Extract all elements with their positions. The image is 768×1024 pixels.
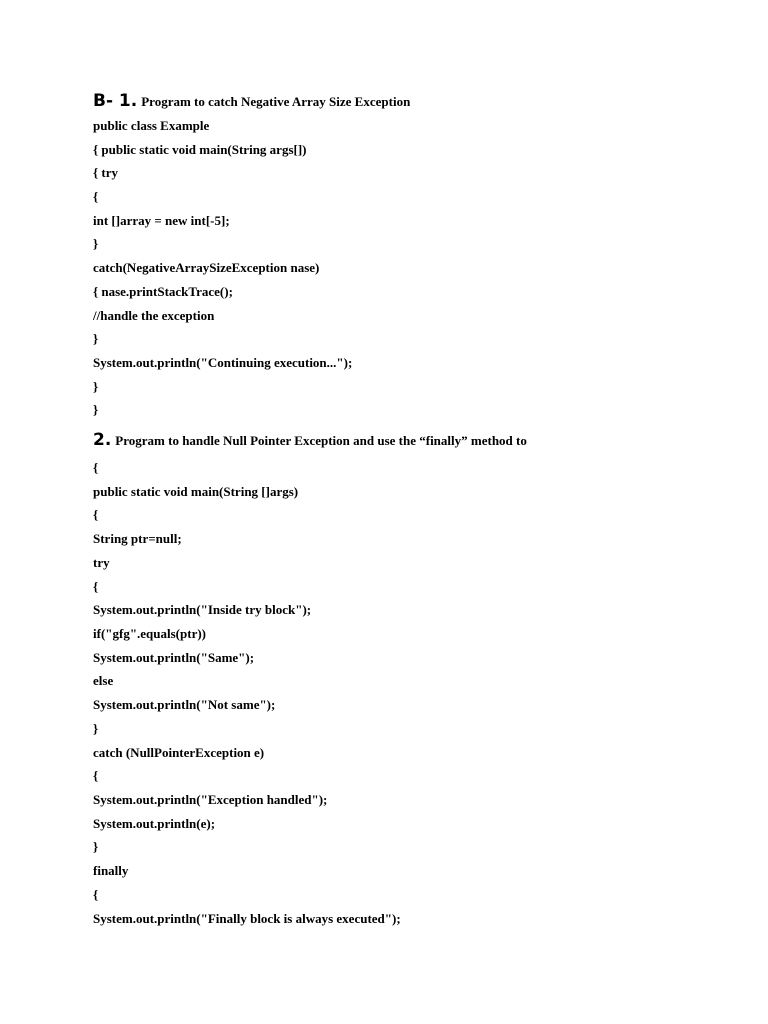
code-line: //handle the exception <box>93 307 215 323</box>
code-line: String ptr=null; <box>93 531 182 547</box>
section-1-code <box>93 114 728 422</box>
section-1-title: Program to catch Negative Array Size Exception <box>141 94 411 109</box>
code-line: public static void main(String []args) <box>93 483 299 499</box>
code-line: public class Example <box>93 118 210 133</box>
section-2-number: 2. <box>93 429 112 450</box>
code-line: { <box>93 459 99 475</box>
code-line: System.out.println("Not same"); <box>93 697 276 713</box>
section-2-heading <box>93 424 728 456</box>
code-line: } <box>93 331 99 347</box>
code-line: { <box>93 886 99 902</box>
section-1-number: B- 1. <box>93 91 138 111</box>
code-line: { <box>93 578 99 594</box>
code-line: } <box>93 402 99 418</box>
section-2-code <box>93 456 728 930</box>
code-line: { <box>93 507 99 523</box>
code-line: { <box>93 189 99 205</box>
code-line: try <box>93 554 110 570</box>
code-line: int []array = new int[-5]; <box>93 212 230 228</box>
section-2-title: Program to handle Null Pointer Exception and use the “finally” method to <box>115 432 527 448</box>
code-line: catch(NegativeArraySizeException nase) <box>93 260 320 276</box>
code-line: } <box>93 839 99 855</box>
document-content <box>93 88 728 930</box>
code-line: catch (NullPointerException e) <box>93 744 265 760</box>
code-line: } <box>93 378 99 394</box>
code-line: System.out.println("Finally block is always executed"); <box>93 910 401 926</box>
code-line: finally <box>93 863 129 879</box>
section-negative-array-size <box>93 88 728 422</box>
code-line: System.out.println(e); <box>93 815 216 831</box>
code-line: { nase.printStackTrace(); <box>93 283 233 299</box>
code-line: System.out.println("Continuing execution..."); <box>93 354 353 370</box>
code-line: System.out.println("Inside try block"); <box>93 602 312 618</box>
code-line: if("gfg".equals(ptr)) <box>93 625 207 641</box>
section-1-heading <box>93 88 728 115</box>
code-line: { try <box>93 165 118 181</box>
code-line: } <box>93 720 99 736</box>
code-line: { <box>93 768 99 784</box>
code-line: } <box>93 236 99 252</box>
section-null-pointer <box>93 424 728 930</box>
code-line: else <box>93 673 114 689</box>
code-line: { public static void main(String args[]) <box>93 141 307 157</box>
code-line: System.out.println("Exception handled"); <box>93 792 328 807</box>
code-line: System.out.println("Same"); <box>93 649 255 665</box>
